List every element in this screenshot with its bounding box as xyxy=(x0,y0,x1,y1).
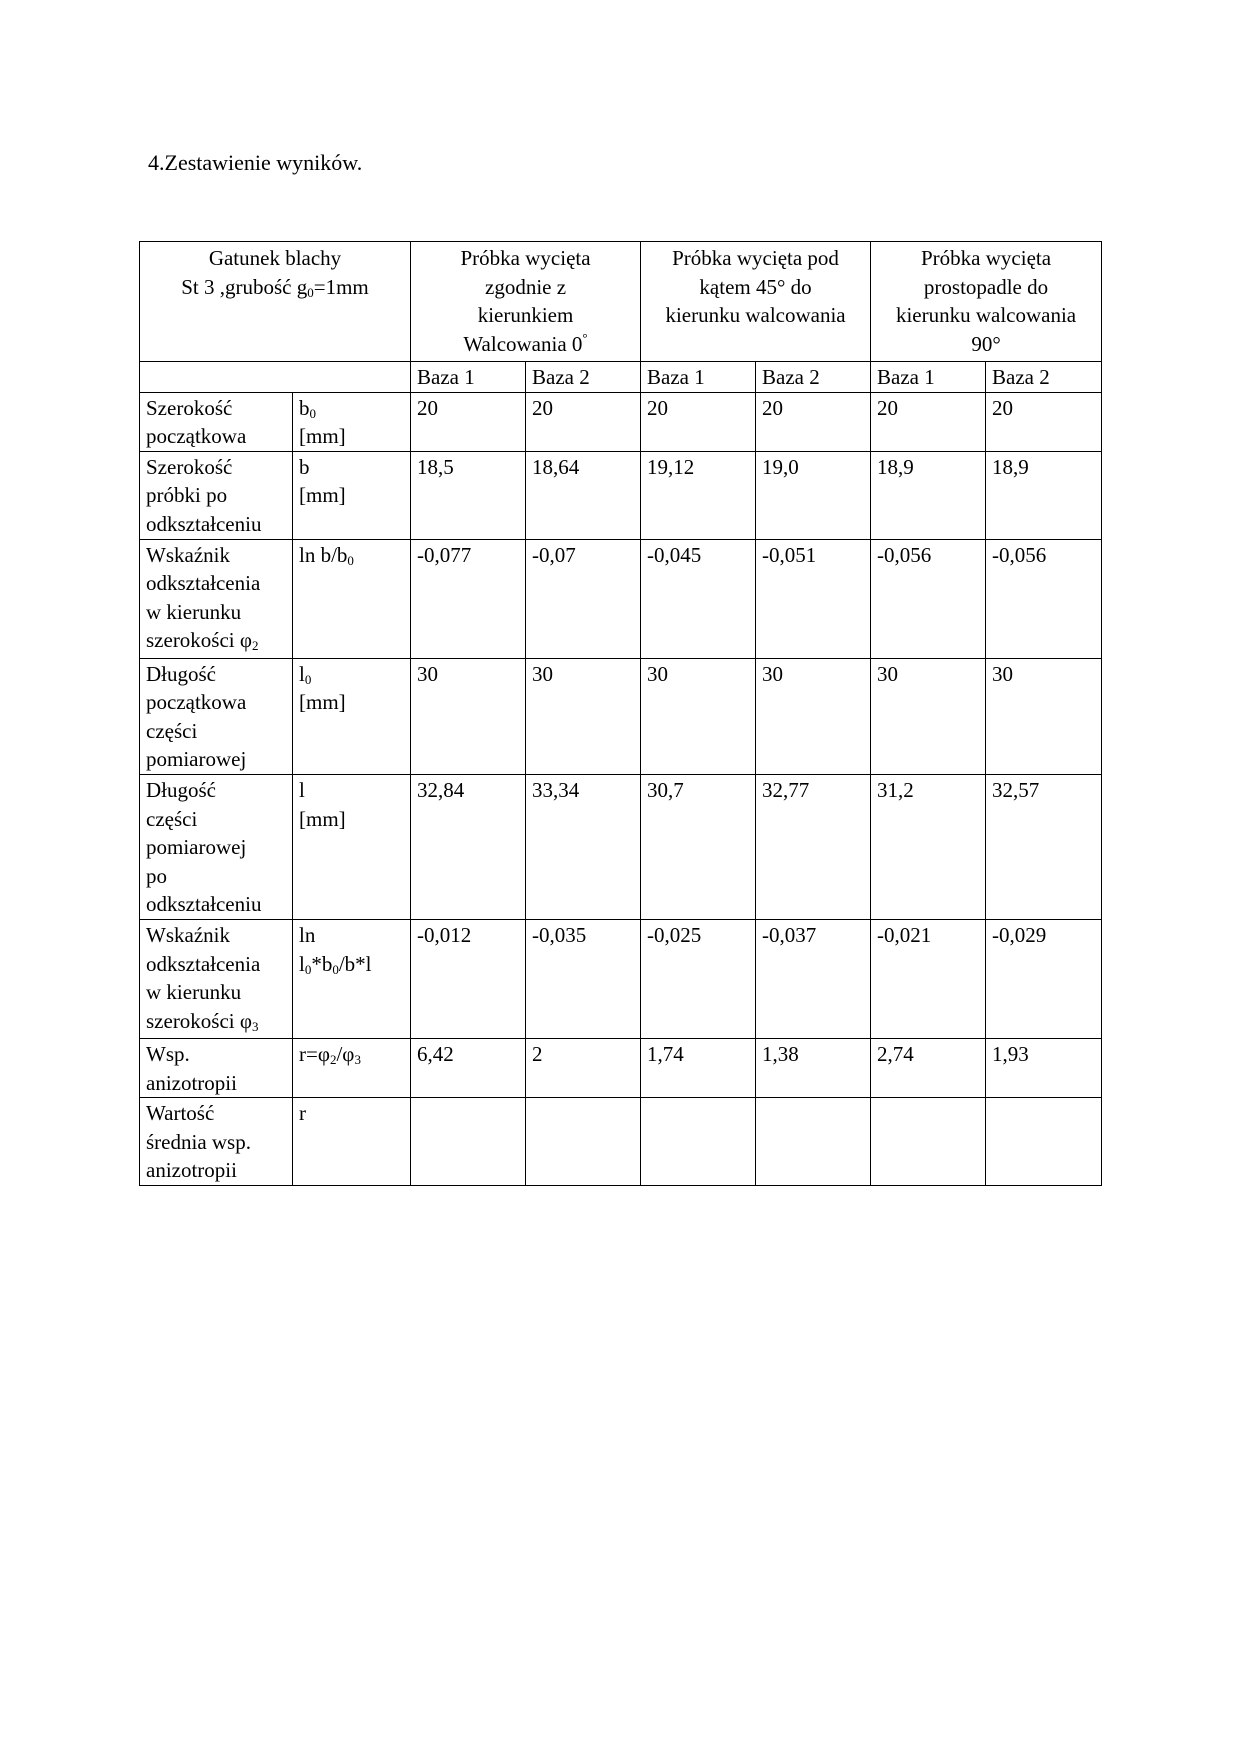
row-label: Wskaźnik odkształcenia w kierunku szerokości $\varphi_2$ xyxy=(140,539,293,658)
table-row xyxy=(140,539,1102,658)
value-cell: 31,2 xyxy=(871,774,986,919)
base-label: Baza 1 xyxy=(411,362,526,393)
value-cell: 30 xyxy=(411,658,526,774)
value-cell: 19,12 xyxy=(641,451,756,539)
value-cell: 1,38 xyxy=(756,1038,871,1097)
row-symbol: $\ln b/b_0$ xyxy=(293,539,411,658)
row-label: Wartość średnia wsp. anizotropii xyxy=(140,1098,293,1186)
value-cell: 6,42 xyxy=(411,1038,526,1097)
value-cell: -0,021 xyxy=(871,919,986,1038)
value-cell: -0,035 xyxy=(526,919,641,1038)
base-label: Baza 1 xyxy=(871,362,986,393)
table-row xyxy=(140,658,1102,774)
table-row xyxy=(140,774,1102,919)
value-cell: -0,051 xyxy=(756,539,871,658)
value-cell: 20 xyxy=(756,392,871,451)
row-symbol: b [mm] xyxy=(293,451,411,539)
row-symbol: ln $l_0*b_0/b*l$ xyxy=(293,919,411,1038)
value-cell: 20 xyxy=(526,392,641,451)
value-cell: 32,57 xyxy=(986,774,1102,919)
section-heading: 4.Zestawienie wyników. xyxy=(148,150,363,175)
value-cell: -0,029 xyxy=(986,919,1102,1038)
value-cell: -0,056 xyxy=(871,539,986,658)
table-row xyxy=(140,919,1102,1038)
row-label: Długość części pomiarowej po odkształceniu xyxy=(140,774,293,919)
value-cell xyxy=(526,1098,641,1186)
value-cell: -0,012 xyxy=(411,919,526,1038)
value-cell xyxy=(641,1098,756,1186)
value-cell: 30 xyxy=(871,658,986,774)
value-cell xyxy=(411,1098,526,1186)
table-row xyxy=(140,392,1102,451)
row-label: Szerokość początkowa xyxy=(140,392,293,451)
value-cell: 18,5 xyxy=(411,451,526,539)
value-cell: 20 xyxy=(986,392,1102,451)
base-label: Baza 1 xyxy=(641,362,756,393)
material-line-2: St 3 ,grubość $g_0=1mm$ xyxy=(181,274,369,300)
table-row xyxy=(140,451,1102,539)
results-table xyxy=(139,241,1102,1186)
base-label: Baza 2 xyxy=(986,362,1102,393)
row-symbol: r xyxy=(293,1098,411,1186)
value-cell xyxy=(756,1098,871,1186)
value-cell: 18,9 xyxy=(986,451,1102,539)
value-cell: 18,64 xyxy=(526,451,641,539)
header-direction-45: Próbka wycięta pod kątem 45° do kierunku walcowania xyxy=(641,242,871,362)
row-symbol: $r=\varphi_2/\varphi_3$ xyxy=(293,1038,411,1097)
row-symbol: l [mm] xyxy=(293,774,411,919)
value-cell: 1,74 xyxy=(641,1038,756,1097)
base-label: Baza 2 xyxy=(526,362,641,393)
row-label: Długość początkowa części pomiarowej xyxy=(140,658,293,774)
value-cell: 30 xyxy=(756,658,871,774)
header-row xyxy=(140,242,1102,362)
row-symbol: $l_0$ [mm] xyxy=(293,658,411,774)
value-cell xyxy=(871,1098,986,1186)
value-cell: 30,7 xyxy=(641,774,756,919)
value-cell: -0,056 xyxy=(986,539,1102,658)
value-cell: 20 xyxy=(641,392,756,451)
base-row xyxy=(140,362,1102,393)
value-cell: 33,34 xyxy=(526,774,641,919)
value-cell: 18,9 xyxy=(871,451,986,539)
value-cell: 32,84 xyxy=(411,774,526,919)
value-cell: 2,74 xyxy=(871,1038,986,1097)
row-label: Szerokość próbki po odkształceniu xyxy=(140,451,293,539)
material-line-1: Gatunek blachy xyxy=(208,246,342,270)
value-cell: 30 xyxy=(986,658,1102,774)
base-label: Baza 2 xyxy=(756,362,871,393)
value-cell xyxy=(986,1098,1102,1186)
value-cell: -0,025 xyxy=(641,919,756,1038)
material-header-cell xyxy=(140,242,411,362)
value-cell: 20 xyxy=(411,392,526,451)
value-cell: 30 xyxy=(641,658,756,774)
table-row xyxy=(140,1098,1102,1186)
value-cell: 1,93 xyxy=(986,1038,1102,1097)
base-row-empty-cell xyxy=(140,362,411,393)
value-cell: 20 xyxy=(871,392,986,451)
row-label: Wskaźnik odkształcenia w kierunku szerokości $\varphi_3$ xyxy=(140,919,293,1038)
value-cell: 30 xyxy=(526,658,641,774)
value-cell: -0,077 xyxy=(411,539,526,658)
value-cell: -0,045 xyxy=(641,539,756,658)
value-cell: 19,0 xyxy=(756,451,871,539)
value-cell: 32,77 xyxy=(756,774,871,919)
header-direction-90: Próbka wycięta prostopadle do kierunku walcowania 90° xyxy=(871,242,1102,362)
header-direction-0: Próbka wycięta zgodnie z kierunkiem Walcowania 0° xyxy=(411,242,641,362)
value-cell: -0,037 xyxy=(756,919,871,1038)
value-cell: 2 xyxy=(526,1038,641,1097)
value-cell: -0,07 xyxy=(526,539,641,658)
row-label: Wsp. anizotropii xyxy=(140,1038,293,1097)
table-row xyxy=(140,1038,1102,1097)
row-symbol: $b_0$ [mm] xyxy=(293,392,411,451)
